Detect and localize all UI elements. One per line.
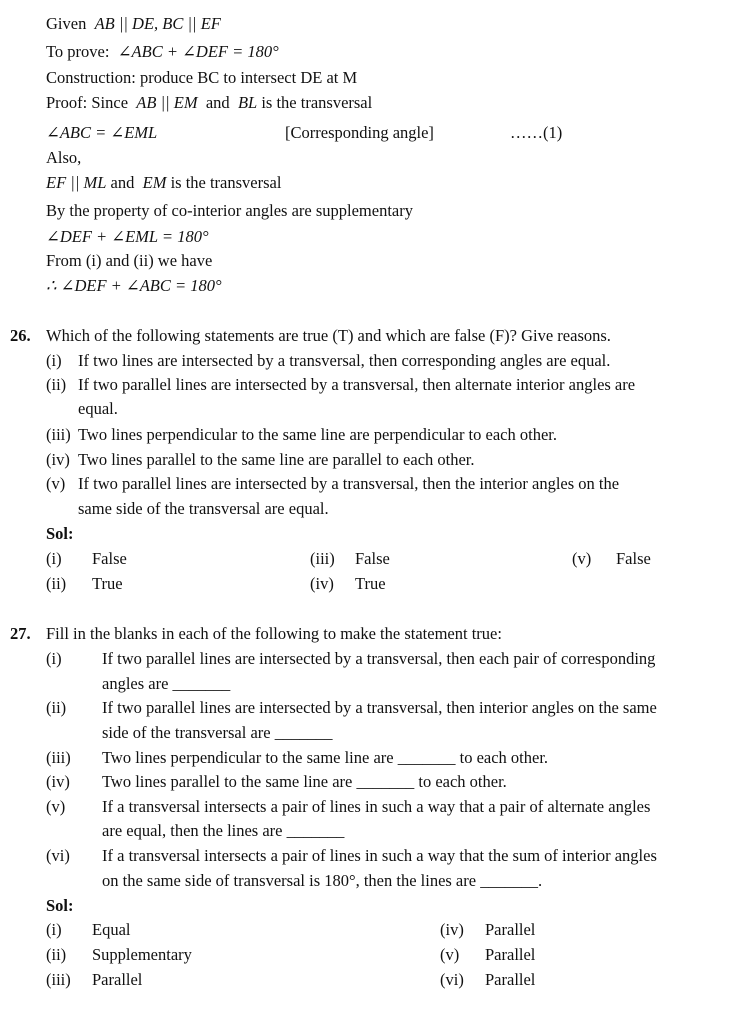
q27-answer-value: Equal bbox=[92, 920, 131, 939]
q27-answer-value: Parallel bbox=[485, 945, 536, 964]
q27-answer-label: (vi) bbox=[440, 970, 464, 989]
from-line: From (i) and (ii) we have bbox=[46, 251, 213, 270]
q26-answer-label: (v) bbox=[572, 549, 592, 568]
to-prove-math: ∠ABC + ∠DEF = 180° bbox=[117, 42, 279, 61]
q26-item-text: If two lines are intersected by a transversal, then corresponding angles are equal. bbox=[78, 351, 611, 370]
q27-answer-label: (i) bbox=[46, 920, 62, 939]
q27-answer-value: Parallel bbox=[485, 970, 536, 989]
q26-item-label: (ii) bbox=[46, 375, 67, 394]
q26-answer-label: (i) bbox=[46, 549, 62, 568]
q26-answer-value: False bbox=[92, 549, 127, 568]
q27-item-cont: are equal, then the lines are _______ bbox=[102, 821, 345, 840]
q27-item-label: (v) bbox=[46, 797, 66, 816]
q27-number: 27. bbox=[10, 624, 31, 643]
q27-item-label: (iv) bbox=[46, 772, 70, 791]
q26-answer-value: True bbox=[355, 574, 386, 593]
q27-item-cont: side of the transversal are _______ bbox=[102, 723, 333, 742]
q26-item-label: (i) bbox=[46, 351, 62, 370]
q26-item-text: If two parallel lines are intersected by a transversal, then the interior angles on the bbox=[78, 474, 620, 493]
q26-item-text: Two lines parallel to the same line are parallel to each other. bbox=[78, 450, 475, 469]
q26-answer-value: False bbox=[355, 549, 390, 568]
ef-line: EF || ML and EM is the transversal bbox=[46, 173, 282, 192]
q27-sol-label: Sol: bbox=[46, 896, 74, 915]
q27-answer-label: (v) bbox=[440, 945, 460, 964]
q27-item-text: If a transversal intersects a pair of lines in such a way that the sum of interior angles bbox=[102, 846, 657, 865]
q27-item-text: Two lines perpendicular to the same line are _______ to each other. bbox=[102, 748, 549, 767]
q27-answer-value: Parallel bbox=[485, 920, 536, 939]
q27-answer-label: (ii) bbox=[46, 945, 67, 964]
q26-item-label: (iii) bbox=[46, 425, 71, 444]
eq1-reason: [Corresponding angle] bbox=[285, 123, 434, 142]
proof-line: Proof: Since AB || EM and BL is the transversal bbox=[46, 93, 373, 112]
q27-item-label: (vi) bbox=[46, 846, 70, 865]
q27-item-text: If two parallel lines are intersected by a transversal, then interior angles on the same bbox=[102, 698, 657, 717]
q26-item-cont: equal. bbox=[78, 399, 118, 418]
eq2-math: ∠DEF + ∠EML = 180° bbox=[46, 227, 209, 246]
q27-item-text: Two lines parallel to the same line are _______ to each other. bbox=[102, 772, 507, 791]
q26-item-text: Two lines perpendicular to the same line are perpendicular to each other. bbox=[78, 425, 557, 444]
q27-item-text: If two parallel lines are intersected by a transversal, then each pair of corresponding bbox=[102, 649, 656, 668]
q27-item-label: (ii) bbox=[46, 698, 67, 717]
q26-item-label: (v) bbox=[46, 474, 66, 493]
q27-answer-label: (iv) bbox=[440, 920, 464, 939]
eq1-math: ∠ABC = ∠EML bbox=[46, 123, 158, 142]
cointerior-line: By the property of co-interior angles are supplementary bbox=[46, 201, 413, 220]
q27-item-label: (iii) bbox=[46, 748, 71, 767]
q26-item-text: If two parallel lines are intersected by a transversal, then alternate interior angles are bbox=[78, 375, 636, 394]
q26-answer-value: True bbox=[92, 574, 123, 593]
q26-answer-label: (iii) bbox=[310, 549, 335, 568]
q27-item-text: If a transversal intersects a pair of lines in such a way that a pair of alternate angles bbox=[102, 797, 651, 816]
also-line: Also, bbox=[46, 148, 82, 167]
q27-item-cont: angles are _______ bbox=[102, 674, 231, 693]
q27-item-cont: on the same side of transversal is 180°, then the lines are _______. bbox=[102, 871, 543, 890]
q26-number: 26. bbox=[10, 326, 31, 345]
q26-sol-label: Sol: bbox=[46, 524, 74, 543]
q27-answer-value: Parallel bbox=[92, 970, 143, 989]
q27-answer-label: (iii) bbox=[46, 970, 71, 989]
given-math: AB || DE, BC || EF bbox=[94, 14, 221, 33]
q27-answer-value: Supplementary bbox=[92, 945, 192, 964]
construction-line: Construction: produce BC to intersect DE at M bbox=[46, 68, 358, 87]
q26-answer-label: (ii) bbox=[46, 574, 67, 593]
eq1-ref: ……(1) bbox=[510, 123, 563, 142]
q27-item-label: (i) bbox=[46, 649, 62, 668]
q26-question: Which of the following statements are true (T) and which are false (F)? Give reasons. bbox=[46, 326, 611, 345]
given-line: Given AB || DE, BC || EF bbox=[46, 14, 221, 33]
final-math: ∴ ∠DEF + ∠ABC = 180° bbox=[46, 276, 222, 295]
q26-answer-label: (iv) bbox=[310, 574, 334, 593]
q27-question: Fill in the blanks in each of the following to make the statement true: bbox=[46, 624, 502, 643]
q26-item-label: (iv) bbox=[46, 450, 70, 469]
q26-item-cont: same side of the transversal are equal. bbox=[78, 499, 329, 518]
q26-answer-value: False bbox=[616, 549, 651, 568]
to-prove-line: To prove: ∠ABC + ∠DEF = 180° bbox=[46, 42, 279, 61]
